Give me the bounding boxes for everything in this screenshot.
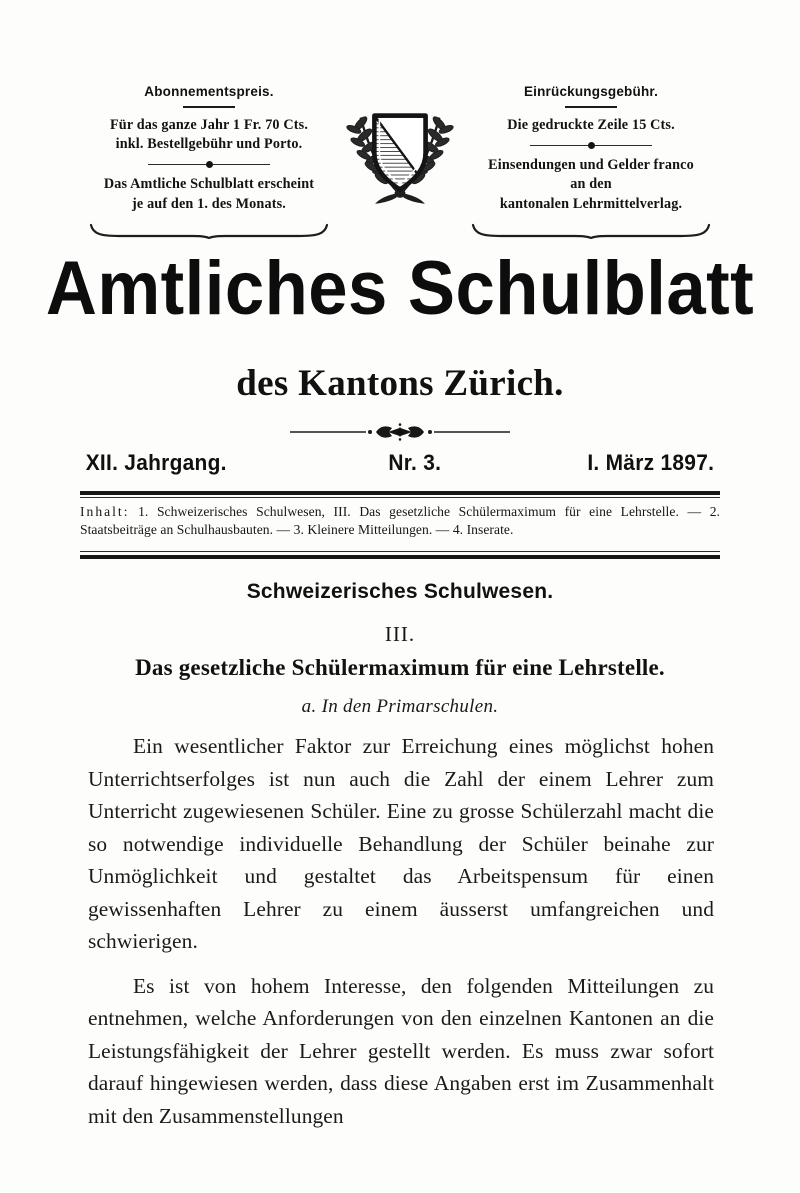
subscription-price-line-2: inkl. Bestellgebühr und Porto. bbox=[115, 136, 303, 153]
issue-date: I. März 1897. bbox=[587, 450, 715, 475]
contents-rule-top-thin bbox=[80, 497, 720, 498]
submissions-line-2: an den bbox=[570, 176, 612, 193]
publication-title: Amtliches Schulblatt bbox=[45, 246, 755, 331]
subscription-price-heading: Abonnementspreis. bbox=[144, 84, 274, 99]
masthead-right-block bbox=[460, 84, 722, 239]
contents-rule-bottom-thick bbox=[80, 555, 720, 559]
issue-line bbox=[82, 450, 718, 476]
contents-summary bbox=[80, 503, 720, 539]
volume-label: XII. Jahrgang. bbox=[85, 450, 227, 475]
article-paragraph-1: Ein wesentlicher Faktor zur Erreichung eines möglichst hohen Unterrichtserfolges ist nun auch die Zahl der einem Lehrer zum Unterricht zugewiesenen Schüler. Eine zu grosse Schülerzahl macht die so notwendige individuelle Behandlung der Schüler beinahe zur Unmöglichkeit und gestaltet das Arbeitspensum für einen gewissenhaften Lehrer zu einem äusserst umfangreichen und schwierigen. bbox=[88, 734, 714, 954]
article-paragraph-2: Es ist von hohem Interesse, den folgenden Mitteilungen zu entnehmen, welche Anforderungen von den einzelnen Kantonen an die Leistungsfähigkeit der Lehrer gestellt werden. Es muss zwar sofort darauf hingewiesen werden, dass diese Angaben erst im Zusammenhalt mit den Zusammenstellungen bbox=[88, 973, 714, 1128]
contents-label: Inhalt: bbox=[80, 504, 130, 519]
submissions-line-1: Einsendungen und Gelder franco bbox=[488, 157, 694, 174]
fleuron-divider-icon bbox=[288, 421, 512, 443]
article-subtitle: Das gesetzliche Schülermaximum für eine Lehrstelle. bbox=[135, 655, 665, 680]
article-numeral: III. bbox=[384, 622, 416, 646]
insertion-fee-heading: Einrückungsgebühr. bbox=[523, 84, 659, 99]
brace-ornament-icon-right bbox=[471, 223, 711, 239]
article-section-heading: Schweizerisches Schulwesen. bbox=[246, 580, 554, 603]
dot-rule-divider bbox=[148, 160, 270, 169]
subscription-price-line-1: Für das ganze Jahr 1 Fr. 70 Cts. bbox=[109, 117, 309, 133]
submissions-line-3: kantonalen Lehrmittelverlag. bbox=[499, 195, 683, 212]
contents-rule-top-thick bbox=[80, 491, 720, 495]
article-part-heading: a. In den Primarschulen. bbox=[301, 696, 499, 717]
masthead bbox=[78, 84, 722, 239]
publication-frequency-line-1: Das Amtliche Schulblatt erscheint bbox=[103, 176, 315, 193]
issue-number: Nr. 3. bbox=[388, 450, 441, 475]
dot-rule-divider-right bbox=[530, 141, 652, 150]
publication-frequency-line-2: je auf den 1. des Monats. bbox=[132, 195, 286, 212]
contents-rule-bottom-thin bbox=[80, 551, 720, 552]
article-body bbox=[88, 730, 714, 1132]
brace-ornament-icon bbox=[89, 223, 329, 239]
short-rule-divider bbox=[183, 106, 235, 108]
publication-subtitle: des Kantons Zürich. bbox=[236, 363, 564, 404]
short-rule-divider-right bbox=[565, 106, 617, 108]
zurich-coat-of-arms-icon bbox=[341, 92, 459, 210]
contents-text: 1. Schweizerisches Schulwesen, III. Das gesetzliche Schülermaximum für eine Lehrstelle. — 2. Staatsbeiträge an Schulhausbauten. — 3. Kleinere Mitteilungen. — 4. Inserate. bbox=[80, 504, 720, 537]
insertion-fee-line-1: Die gedruckte Zeile 15 Cts. bbox=[507, 117, 675, 133]
masthead-left-block bbox=[78, 84, 340, 239]
